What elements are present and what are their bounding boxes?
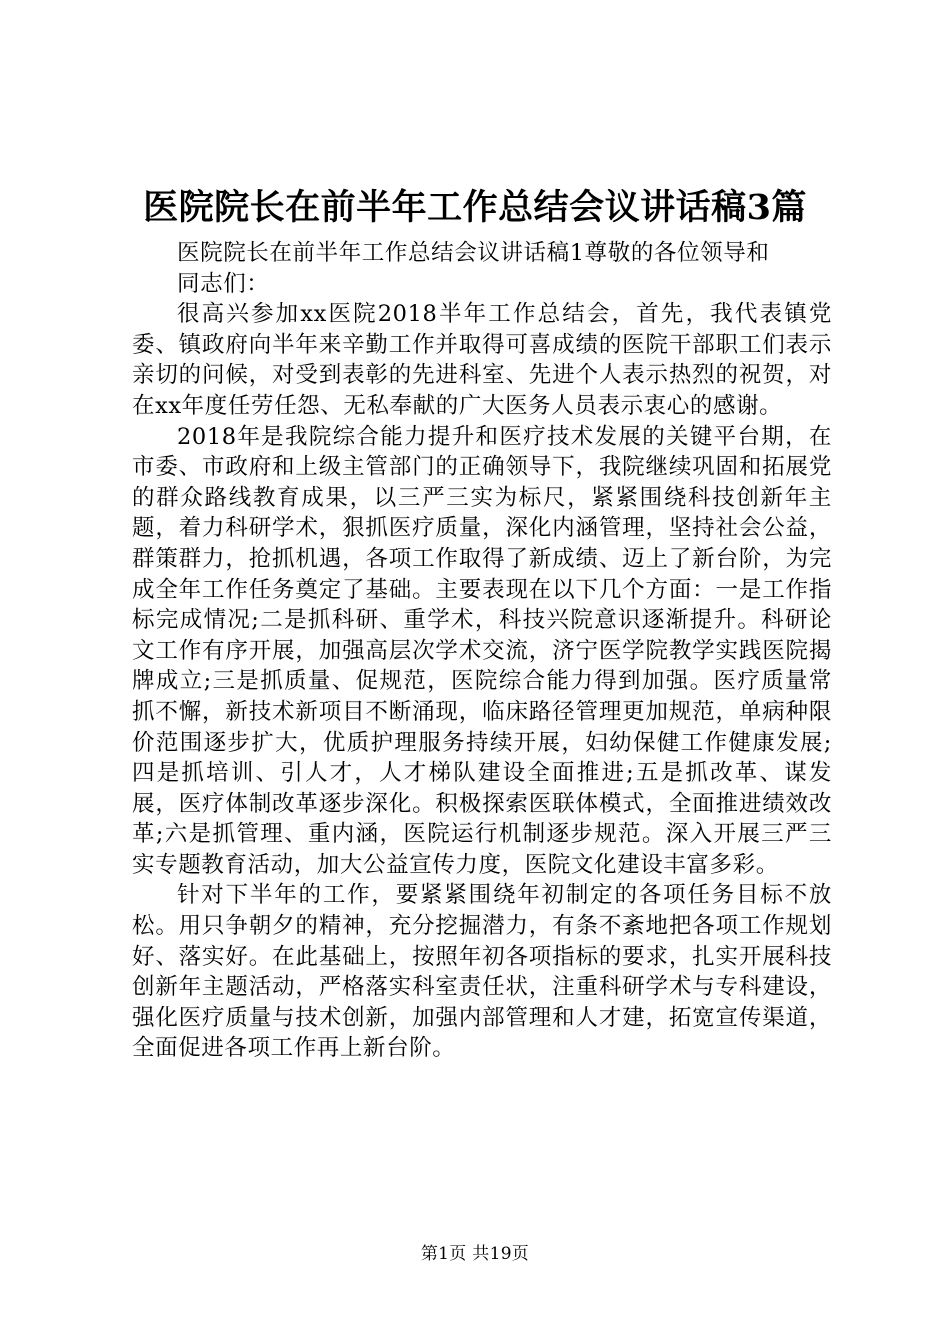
paragraph-opening: 医院院长在前半年工作总结会议讲话稿1尊敬的各位领导和 [177,240,770,266]
document-title: 医院院长在前半年工作总结会议讲话稿3篇 [143,187,807,228]
paragraph-greeting: 很高兴参加xx医院2018半年工作总结会，首先，我代表镇党委、镇政府向半年来辛勤工作并取得可喜成绩的医院干部职工们表示亲切的问候，对受到表彰的先进科室、先进个人表示热烈的祝贺，对在xx年度任劳任怨、无私奉献的广大医务人员表示衷心的感谢。 [132,301,832,419]
page-number-footer: 第1页 共19页 [420,1244,530,1264]
paragraph-achievements: 2018年是我院综合能力提升和医疗技术发展的关键平台期，在市委、市政府和上级主管部门的正确领导下，我院继续巩固和拓展党的群众路线教育成果，以三严三实为标尺，紧紧围绕科技创新年主题，着力科研学术，狠抓医疗质量，深化内涵管理，坚持社会公益，群策群力，抢抓机遇，各项工作取得了新成绩、迈上了新台阶，为完成全年工作任务奠定了基础。主要表现在以下几个方面：一是工作指标完成情况;二是抓科研、重学术，科技兴院意识逐渐提升。科研论文工作有序开展，加强高层次学术交流，济宁医学院教学实践医院揭牌成立;三是抓质量、促规范，医院综合能力得到加强。医疗质量常抓不懈，新技术新项目不断涌现，临床路径管理更加规范，单病种限价范围逐步扩大，优质护理服务持续开展，妇幼保健工作健康发展;四是抓培训、引人才，人才梯队建设全面推进;五是抓改革、谋发展，医疗体制改革逐步深化。积极探索医联体模式，全面推进绩效改革;六是抓管理、重内涵，医院运行机制逐步规范。深入开展三严三实专题教育活动，加大公益宣传力度，医院文化建设丰富多彩。 [132,423,832,878]
paragraph-salutation: 同志们： [177,270,270,297]
paragraph-plans: 针对下半年的工作，要紧紧围绕年初制定的各项任务目标不放松。用只争朝夕的精神，充分挖掘潜力，有条不紊地把各项工作规划好、落实好。在此基础上，按照年初各项指标的要求，扎实开展科技创新年主题活动，严格落实科室责任状，注重科研学术与专科建设，强化医疗质量与技术创新，加强内部管理和人才建，拓宽宣传渠道，全面促进各项工作再上新台阶。 [132,882,832,1062]
document-body [132,238,832,1064]
